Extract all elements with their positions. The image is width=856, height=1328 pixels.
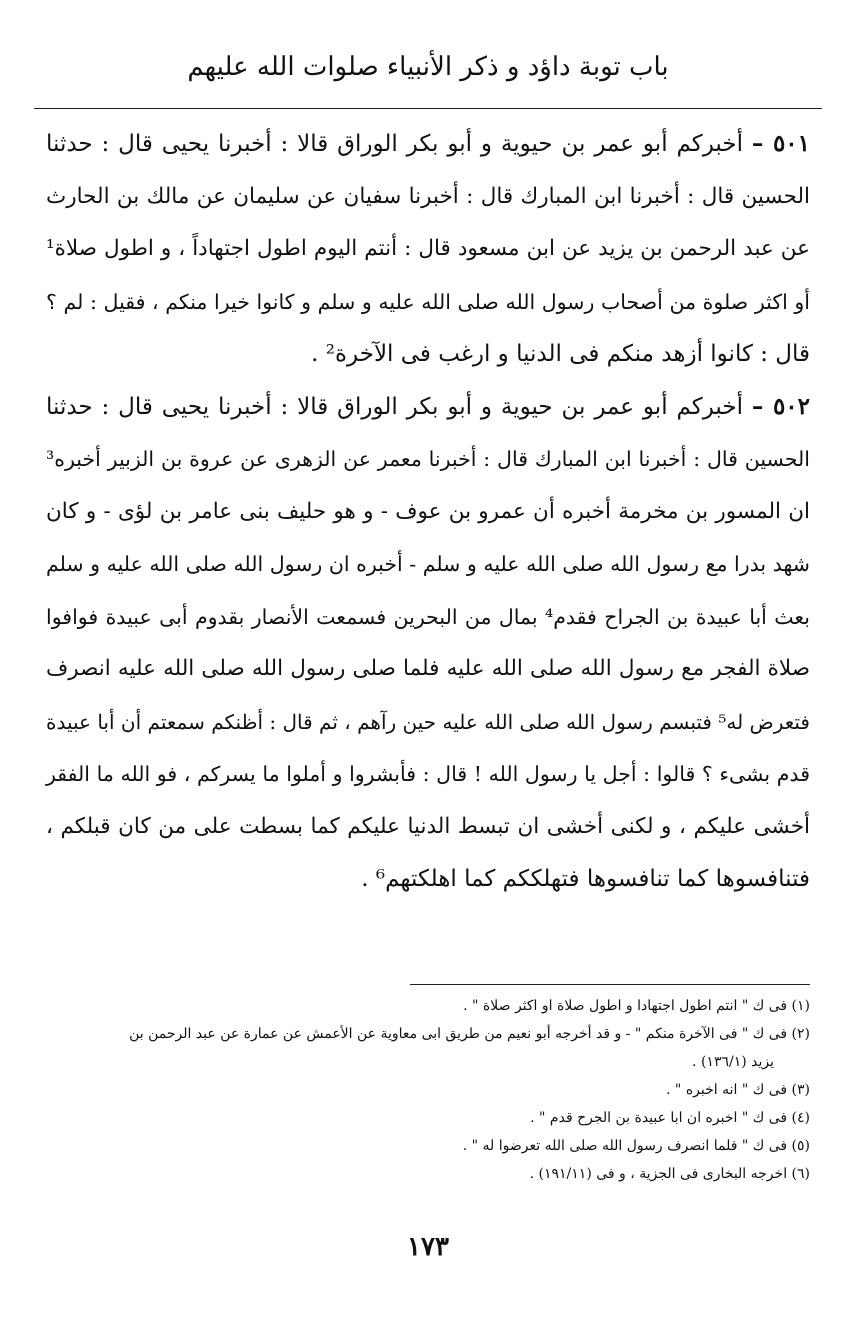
text-line: فتعرض له⁵ فتبسم رسول الله صلى الله عليه حين رآهم ، ثم قال : أظنكم سمعتم أن أبا عبيدة xyxy=(46,709,810,734)
footnote: (٣) فى ك " انه اخبره " . xyxy=(666,1082,810,1098)
text-line: أو اكثر صلوة من أصحاب رسول الله صلى الله عليه و سلم و كانوا خيرا منكم ، فقيل : لم ؟ xyxy=(46,289,810,314)
footnote-divider xyxy=(410,984,810,985)
text-line: الحسين قال : أخبرنا ابن المبارك قال : أخبرنا معمر عن الزهرى عن عروة بن الزبير أخبره³ xyxy=(46,447,810,471)
text-line: عن عبد الرحمن بن يزيد عن ابن مسعود قال : أنتم اليوم اطول اجتهاداً ، و اطول صلاة¹ xyxy=(46,236,810,261)
text-line: ٥٠٢ – أخبركم أبو عمر بن حيوية و أبو بكر الوراق قالا : أخبرنا يحيى قال : حدثنا xyxy=(46,392,810,420)
header-divider xyxy=(34,108,822,109)
text-line: فتنافسوها كما تنافسوها فتهلككم كما اهلكتهم⁶ . xyxy=(361,866,810,892)
hadith-number: ٥٠٢ – xyxy=(751,392,810,420)
text-line: ان المسور بن مخرمة أخبره أن عمرو بن عوف - و هو حليف بنى عامر بن لؤى - و كان xyxy=(46,498,810,524)
hadith-502 xyxy=(46,381,810,906)
text-line: بعث أبا عبيدة بن الجراح فقدم⁴ بمال من البحرين فسمعت الأنصار بقدوم أبى عبيدة فوافوا xyxy=(46,604,810,629)
footnote: (٦) اخرجه البخارى فى الجزية ، و فى (١٩١/١١) . xyxy=(529,1166,810,1182)
footnote: (٥) فى ك " فلما انصرف رسول الله صلى الله تعرضوا له " . xyxy=(462,1138,810,1154)
footnote: (٢) فى ك " فى الآخرة منكم " - و قد أخرجه أبو نعيم من طريق ابى معاوية عن الأعمش عن عمارة عن عبد الرحمن بن xyxy=(129,1026,810,1042)
text-line: صلاة الفجر مع رسول الله صلى الله عليه فلما صلى رسول الله صلى الله عليه انصرف xyxy=(46,656,810,681)
footnote-continuation: يزيد (١٣٦/١) . xyxy=(692,1054,774,1070)
page-number: ١٧٣ xyxy=(407,1232,449,1262)
hadith-number: ٥٠١ – xyxy=(751,130,810,157)
text-line: قدم بشىء ؟ قالوا : أجل يا رسول الله ! قال : فأبشروا و أملوا ما يسركم ، فو الله ما الفقر xyxy=(46,762,810,786)
page-header: باب توبة داؤد و ذكر الأنبياء صلوات الله عليهم xyxy=(187,52,669,82)
text-line: أخشى عليكم ، و لكنى أخشى ان تبسط الدنيا عليكم كما بسطت على من كان قبلكم ، xyxy=(46,813,810,839)
footnote: (١) فى ك " انتم اطول اجتهادا و اطول صلاة او اكثر صلاة " . xyxy=(463,998,810,1014)
text-line: شهد بدرا مع رسول الله صلى الله عليه و سلم - أخبره ان رسول الله صلى الله عليه و سلم xyxy=(46,552,810,576)
hadith-501 xyxy=(46,118,810,381)
main-text xyxy=(46,118,810,906)
text-line: قال : كانوا أزهد منكم فى الدنيا و ارغب فى الآخرة² . xyxy=(311,341,810,367)
footnote: (٤) فى ك " اخبره ان ابا عبيدة بن الجرح قدم " . xyxy=(530,1110,810,1126)
footnotes xyxy=(46,992,810,1188)
text-line: الحسين قال : أخبرنا ابن المبارك قال : أخبرنا سفيان عن سليمان عن مالك بن الحارث xyxy=(46,183,810,209)
text-line: ٥٠١ – أخبركم أبو عمر بن حيوية و أبو بكر الوراق قالا : أخبرنا يحيى قال : حدثنا xyxy=(46,130,810,157)
